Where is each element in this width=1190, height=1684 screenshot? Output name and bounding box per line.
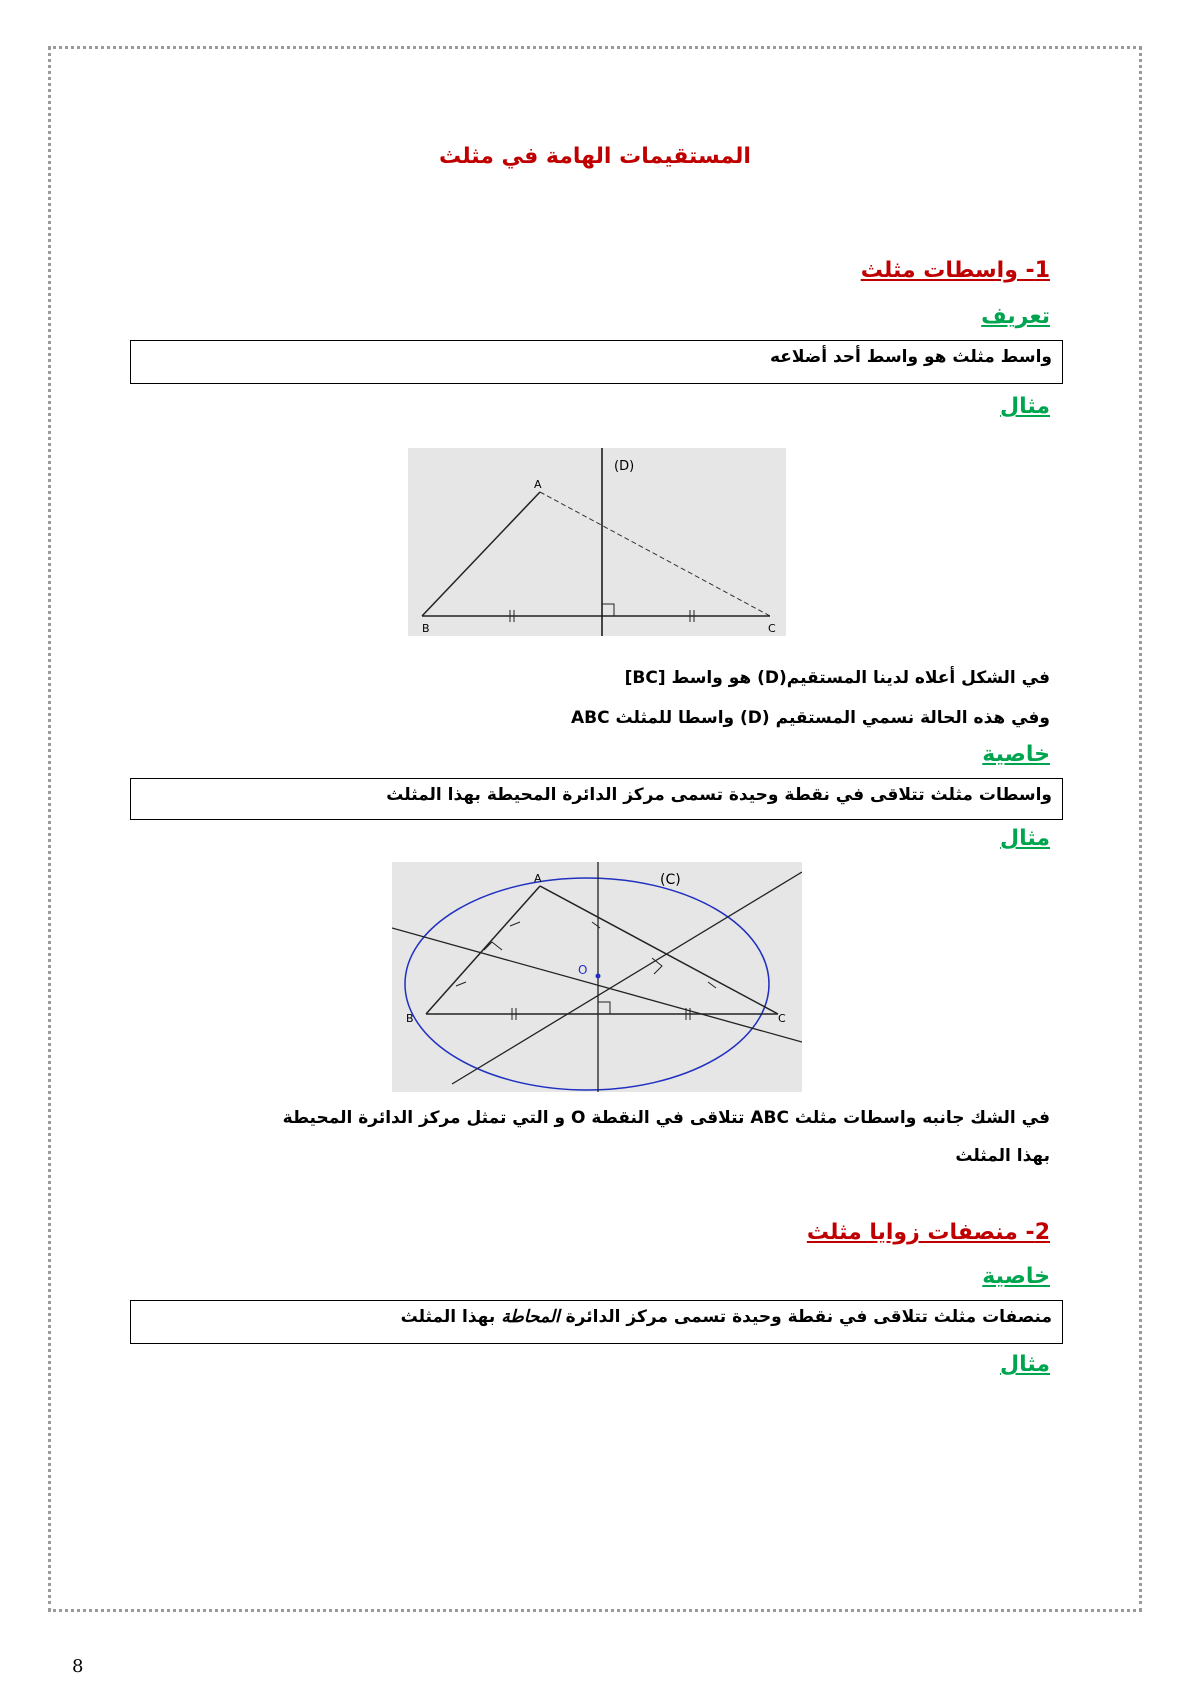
point-c: C <box>768 622 776 635</box>
label-d: (D) <box>614 459 635 474</box>
point-o: O <box>578 963 588 977</box>
example-label-1: مثال <box>1000 394 1050 419</box>
paragraph-2-line-2: بهذا المثلث <box>955 1146 1050 1166</box>
figure-circumcircle <box>392 862 802 1092</box>
point-b-2: B <box>406 1012 414 1025</box>
property-box-2 <box>130 1300 1063 1344</box>
property-text-1: واسطات مثلث تتلاقى في نقطة وحيدة تسمى مركز الدائرة المحيطة بهذا المثلث <box>386 785 1052 805</box>
paragraph-2-line-1: في الشك جانبه واسطات مثلث ABC تتلاقى في النقطة O و التي تمثل مركز الدائرة المحيطة <box>282 1108 1050 1128</box>
definition-text: واسط مثلث هو واسط أحد أضلاعه <box>769 347 1052 367</box>
definition-box <box>130 340 1063 384</box>
property-label-1: خاصية <box>982 742 1050 767</box>
property-label-2: خاصية <box>982 1264 1050 1289</box>
page-number: 8 <box>72 1656 84 1677</box>
paragraph-1-line-2: وفي هذه الحالة نسمي المستقيم (D) واسطا للمثلث ABC <box>571 708 1050 728</box>
point-c-2: C <box>778 1012 786 1025</box>
section-1-heading: 1- واسطات مثلث <box>860 258 1050 283</box>
point-b: B <box>422 622 430 635</box>
label-circle: (C) <box>660 872 681 888</box>
property-box-1 <box>130 778 1063 820</box>
paragraph-1-line-1: في الشكل أعلاه لدينا المستقيم(D) هو واسط [BC] <box>624 668 1050 688</box>
example-label-3: مثال <box>1000 1352 1050 1377</box>
point-a-2: A <box>534 872 542 885</box>
definition-label: تعريف <box>981 304 1050 329</box>
property-text-2-italic: المحاطة <box>501 1307 560 1327</box>
example-label-2: مثال <box>1000 826 1050 851</box>
section-2-heading: 2- منصفات زوايا مثلث <box>806 1220 1050 1245</box>
point-a: A <box>534 478 542 491</box>
center-o <box>596 974 601 979</box>
page-title: المستقيمات الهامة في مثلث <box>439 144 751 169</box>
property-text-2-after: بهذا المثلث <box>400 1307 502 1327</box>
property-text-2-before: منصفات مثلث تتلاقى في نقطة وحيدة تسمى مركز الدائرة <box>559 1307 1052 1327</box>
figure-perpendicular-bisector <box>408 448 786 636</box>
